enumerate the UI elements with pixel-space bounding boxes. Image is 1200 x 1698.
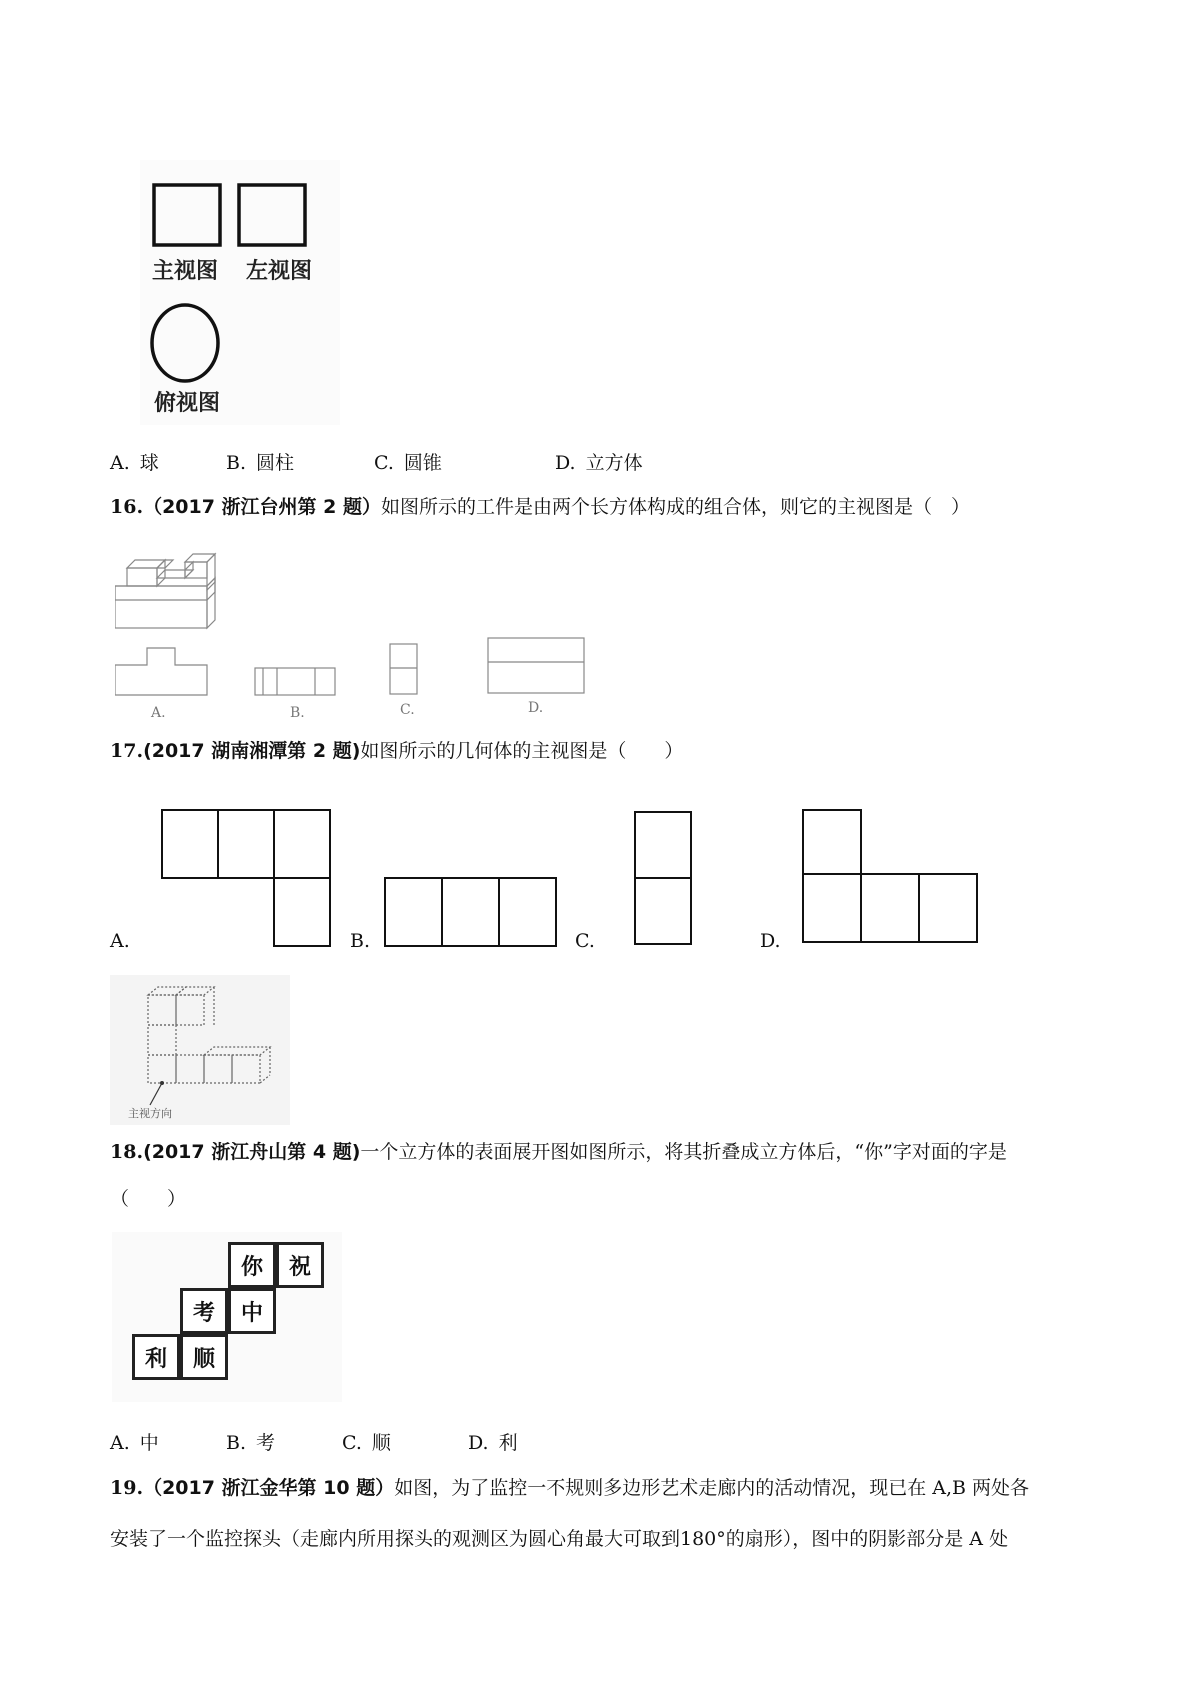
q18-option-c: [342, 1428, 391, 1455]
option-key: D.: [555, 452, 576, 474]
q19-text-line2: 安装了一个监控探头（走廊内所用探头的观测区为圆心角最大可取到180°的扇形），图中的阴影部分是 A 处: [110, 1528, 1009, 1550]
q18-option-a: [110, 1428, 159, 1455]
q17-option-d-figure: [803, 810, 977, 942]
q16-solid-drawing: [115, 554, 215, 628]
q17-stem: [110, 742, 683, 761]
q17-number: 17.: [110, 740, 144, 762]
view-direction-caption: 主视方向: [128, 1107, 172, 1120]
q18-stem: [110, 1143, 1007, 1162]
option-key: A.: [110, 1432, 130, 1454]
q17-option-c-figure: [635, 812, 691, 944]
option-text: 圆柱: [256, 452, 295, 474]
q16-number: 16.: [110, 496, 144, 518]
option-text: 球: [139, 452, 159, 474]
q16-figure: [115, 540, 645, 720]
view-direction-arrow: [150, 1083, 162, 1105]
front-view-square: [154, 185, 220, 245]
q15-views-svg: [140, 160, 340, 425]
q17-svg: [100, 800, 1000, 950]
left-view-label: 左视图: [246, 259, 313, 284]
net-cell-zhu: 祝: [276, 1242, 324, 1288]
q16-option-d-figure: [488, 638, 584, 693]
q18-paren: （ ）: [110, 1188, 187, 1210]
q16-stem: [110, 498, 970, 517]
q15-option-c: [374, 448, 442, 475]
q17-solid-svg: [110, 975, 290, 1125]
q18-net-figure: [112, 1232, 342, 1402]
q17-label-c: C.: [575, 930, 595, 952]
option-text: 利: [498, 1432, 518, 1454]
q16-svg: [115, 540, 645, 720]
left-view-square: [239, 185, 305, 245]
option-key: A.: [110, 452, 130, 474]
q17-options-figure: [100, 800, 1000, 950]
q16-option-c-figure: [390, 644, 417, 694]
q16-label-c: C.: [400, 702, 415, 718]
q16-source: （2017 浙江台州第 2 题）: [143, 496, 382, 518]
option-text: 立方体: [585, 452, 643, 474]
net-cell-zhong: 中: [228, 1288, 276, 1334]
option-text: 圆锥: [403, 452, 442, 474]
net-cell-kao: 考: [180, 1288, 228, 1334]
option-key: B.: [226, 1432, 247, 1454]
top-view-circle: [152, 305, 218, 381]
q18-source: (2017 浙江舟山第 4 题): [143, 1141, 361, 1163]
option-key: C.: [374, 452, 394, 474]
q17-option-b-figure: [385, 878, 556, 946]
option-key: D.: [468, 1432, 489, 1454]
option-text: 考: [256, 1432, 276, 1454]
option-key: B.: [226, 452, 247, 474]
net-cell-ni: 你: [228, 1242, 276, 1288]
q18-option-b: [226, 1428, 275, 1455]
q17-source: (2017 湖南湘潭第 2 题): [143, 740, 361, 762]
q19-text-line1: 如图，为了监控一不规则多边形艺术走廊内的活动情况，现已在 A,B 两处各: [394, 1477, 1030, 1499]
option-text: 中: [139, 1432, 159, 1454]
q17-option-a-figure: [162, 810, 330, 946]
option-key: C.: [342, 1432, 362, 1454]
q18-number: 18.: [110, 1141, 144, 1163]
q18-text: 一个立方体的表面展开图如图所示，将其折叠成立方体后，“你”字对面的字是: [360, 1141, 1007, 1163]
front-view-label: 主视图: [152, 259, 219, 284]
q19-source: （2017 浙江金华第 10 题）: [143, 1477, 395, 1499]
net-cell-li: 利: [132, 1334, 180, 1380]
top-view-label: 俯视图: [154, 391, 221, 416]
q17-label-a: A.: [110, 930, 130, 952]
q16-label-d: D.: [528, 700, 544, 716]
option-text: 顺: [371, 1432, 391, 1454]
q17-solid-figure: [110, 975, 290, 1125]
q18-option-d: [468, 1428, 518, 1455]
q19-stem-line1: [110, 1479, 1029, 1498]
q17-text: 如图所示的几何体的主视图是（ ）: [360, 740, 684, 762]
q19-stem-line2: [110, 1530, 1008, 1549]
q17-label-d: D.: [760, 930, 781, 952]
q16-label-b: B.: [290, 705, 305, 720]
q16-text: 如图所示的工件是由两个长方体构成的组合体，则它的主视图是（ ）: [381, 496, 971, 518]
q17-label-b: B.: [350, 930, 371, 952]
q16-label-a: A.: [151, 705, 166, 720]
net-cell-shun: 顺: [180, 1334, 228, 1380]
q15-option-a: [110, 448, 159, 475]
q19-number: 19.: [110, 1477, 144, 1499]
q15-option-d: [555, 448, 643, 475]
q16-option-a-figure: [115, 648, 207, 695]
q16-option-b-figure: [255, 668, 335, 695]
q15-option-b: [226, 448, 294, 475]
q15-views-figure: [140, 160, 340, 425]
